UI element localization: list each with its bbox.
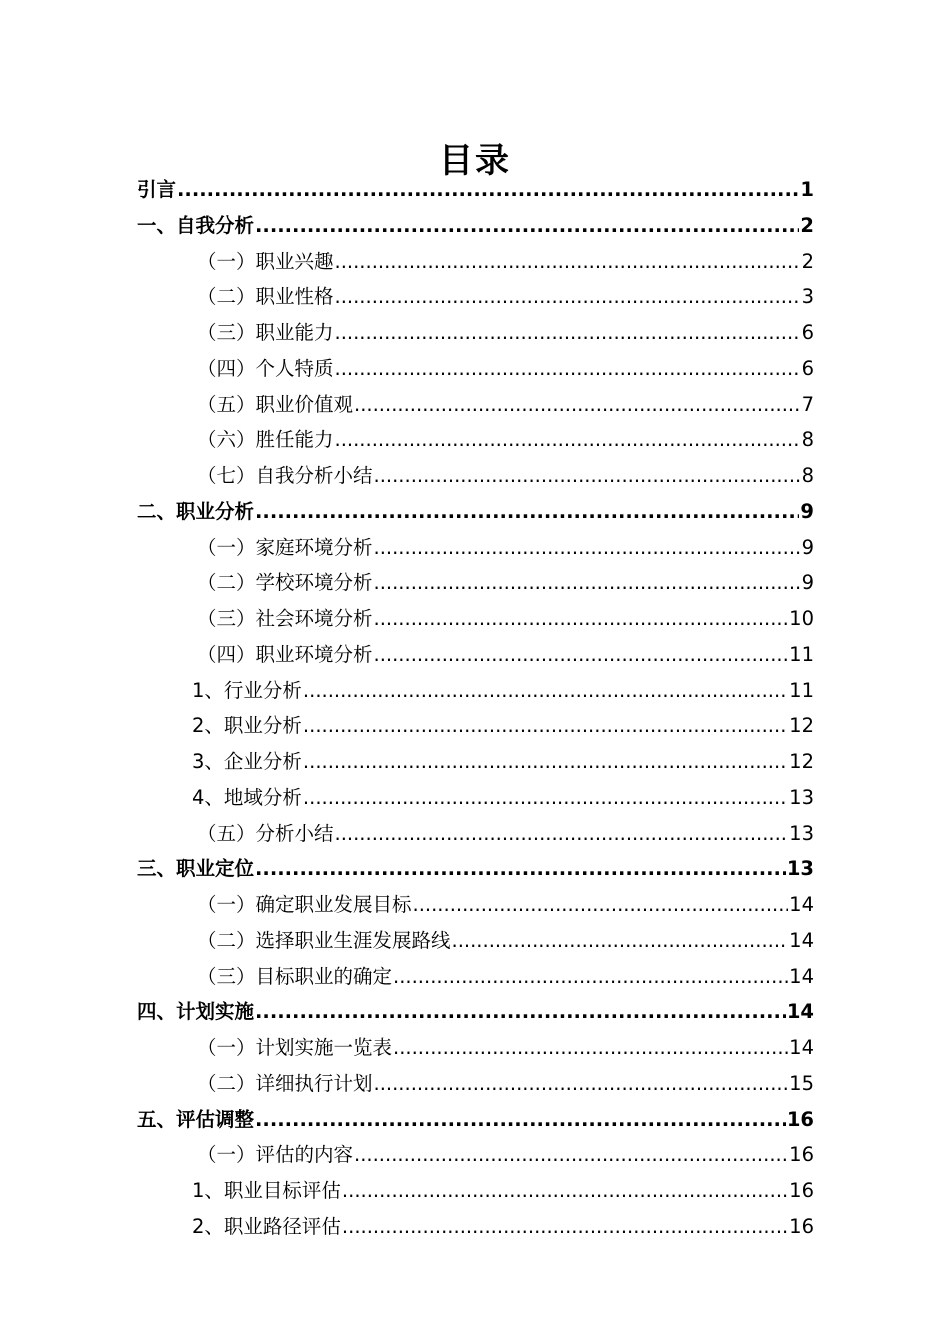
toc-entry-label: 五、评估调整	[137, 1107, 255, 1131]
toc-entry-page-number: 14	[789, 964, 814, 988]
toc-entry-label: （二）职业性格	[197, 285, 334, 309]
dot-leader	[255, 1102, 786, 1138]
dot-leader	[374, 637, 789, 673]
dot-leader	[413, 887, 789, 923]
toc-entry-label: （二）学校环境分析	[197, 571, 373, 595]
toc-chapter-entry[interactable]	[137, 1102, 814, 1138]
toc-entry-page-number: 14	[789, 893, 814, 916]
dot-leader	[342, 1173, 788, 1209]
toc-entry-label: 1、职业目标评估	[192, 1179, 341, 1202]
toc-entry-page-number: 16	[789, 1214, 814, 1238]
toc-entry-page-number: 13	[786, 857, 814, 881]
toc-chapter-entry[interactable]	[137, 494, 814, 530]
toc-entry-label: （三）目标职业的确定	[197, 964, 393, 988]
toc-section-entry[interactable]	[137, 351, 814, 387]
toc-entry-label: 一、自我分析	[137, 213, 255, 237]
dot-leader	[374, 458, 801, 494]
dot-leader	[374, 530, 801, 566]
toc-entry-label: 三、职业定位	[137, 857, 255, 881]
toc-entry-label: 二、职业分析	[137, 499, 255, 523]
dot-leader	[335, 244, 801, 280]
toc-entry-label: 1、行业分析	[192, 678, 302, 702]
toc-chapter-entry[interactable]	[137, 994, 814, 1030]
toc-section-entry[interactable]	[137, 1030, 814, 1066]
dot-leader	[335, 422, 801, 458]
toc-chapter-entry[interactable]	[137, 851, 814, 887]
toc-entry-page-number: 13	[789, 785, 814, 809]
toc-entry-label: （二）选择职业生涯发展路线	[197, 928, 451, 952]
toc-subsection-entry[interactable]	[137, 1173, 814, 1209]
toc-entry-page-number: 1	[800, 178, 814, 201]
toc-chapter-entry[interactable]	[137, 208, 814, 244]
dot-leader	[374, 1066, 789, 1102]
toc-section-entry[interactable]	[137, 923, 814, 959]
toc-entry-page-number: 14	[789, 1036, 814, 1059]
toc-entry-label: 引言	[137, 178, 177, 201]
toc-entry-page-number: 7	[801, 392, 814, 416]
toc-entry-label: （一）确定职业发展目标	[197, 893, 412, 916]
toc-entry-page-number: 16	[786, 1107, 814, 1131]
toc-entry-label: （一）职业兴趣	[197, 249, 334, 273]
dot-leader	[342, 1209, 788, 1245]
toc-subsection-entry[interactable]	[137, 744, 814, 780]
toc-section-entry[interactable]	[137, 887, 814, 923]
dot-leader	[335, 315, 801, 351]
dot-leader	[303, 744, 788, 780]
toc-section-entry[interactable]	[137, 279, 814, 315]
toc-entry-page-number: 10	[789, 607, 814, 630]
toc-entry-page-number: 2	[800, 213, 814, 237]
toc-entry-page-number: 11	[789, 678, 814, 702]
toc-entry-label: 2、职业路径评估	[192, 1214, 341, 1238]
toc-section-entry[interactable]	[137, 315, 814, 351]
toc-subsection-entry[interactable]	[137, 673, 814, 709]
toc-section-entry[interactable]	[137, 1066, 814, 1102]
toc-subsection-entry[interactable]	[137, 780, 814, 816]
dot-leader	[335, 279, 801, 315]
toc-entry-label: （四）职业环境分析	[197, 642, 373, 666]
toc-entry-label: 3、企业分析	[192, 750, 302, 773]
toc-subsection-entry[interactable]	[137, 708, 814, 744]
toc-entry-label: （二）详细执行计划	[197, 1071, 373, 1095]
dot-leader	[255, 994, 786, 1030]
toc-entry-page-number: 2	[801, 249, 814, 273]
toc-entry-page-number: 9	[801, 571, 814, 595]
toc-section-entry[interactable]	[137, 458, 814, 494]
toc-entry-label: （三）职业能力	[197, 321, 334, 344]
dot-leader	[452, 923, 789, 959]
toc-section-entry[interactable]	[137, 530, 814, 566]
toc-entry-page-number: 9	[800, 499, 814, 523]
toc-section-entry[interactable]	[137, 244, 814, 280]
toc-entry-label: （五）职业价值观	[197, 392, 354, 416]
toc-entry-page-number: 14	[789, 928, 814, 952]
toc-entry-label: 四、计划实施	[137, 1000, 255, 1024]
toc-entry-label: （六）胜任能力	[197, 428, 334, 452]
toc-entry-label: （一）家庭环境分析	[197, 535, 373, 559]
toc-entry-page-number: 12	[789, 714, 814, 738]
toc-entry-label: （一）评估的内容	[197, 1143, 354, 1167]
toc-section-entry[interactable]	[137, 959, 814, 995]
toc-section-entry[interactable]	[137, 637, 814, 673]
toc-entry-page-number: 16	[789, 1179, 814, 1202]
dot-leader	[335, 816, 789, 852]
toc-entry-page-number: 6	[801, 321, 814, 344]
dot-leader	[303, 673, 788, 709]
dot-leader	[303, 708, 788, 744]
toc-entry-label: （七）自我分析小结	[197, 464, 373, 487]
dot-leader	[255, 208, 799, 244]
toc-entry-label: （四）个人特质	[197, 356, 334, 380]
toc-section-entry[interactable]	[137, 565, 814, 601]
toc-entry-label: 4、地域分析	[192, 785, 302, 809]
toc-section-entry[interactable]	[137, 816, 814, 852]
table-of-contents	[137, 172, 814, 1245]
dot-leader	[354, 1137, 788, 1173]
dot-leader	[374, 601, 789, 637]
dot-leader	[393, 1030, 788, 1066]
toc-entry-page-number: 13	[789, 821, 814, 845]
toc-entry-page-number: 8	[801, 428, 814, 452]
dot-leader	[177, 172, 799, 208]
toc-section-entry[interactable]	[137, 387, 814, 423]
toc-section-entry[interactable]	[137, 1137, 814, 1173]
toc-entry-label: （五）分析小结	[197, 821, 334, 845]
dot-leader	[354, 387, 801, 423]
dot-leader	[303, 780, 788, 816]
toc-entry-label: （三）社会环境分析	[197, 607, 373, 630]
toc-chapter-entry[interactable]	[137, 172, 814, 208]
toc-entry-page-number: 11	[789, 642, 814, 666]
toc-section-entry[interactable]	[137, 422, 814, 458]
toc-section-entry[interactable]	[137, 601, 814, 637]
dot-leader	[393, 959, 788, 995]
dot-leader	[335, 351, 801, 387]
toc-entry-page-number: 6	[801, 356, 814, 380]
toc-entry-page-number: 14	[786, 1000, 814, 1024]
toc-entry-page-number: 8	[801, 464, 814, 487]
toc-entry-page-number: 9	[801, 535, 814, 559]
toc-subsection-entry[interactable]	[137, 1209, 814, 1245]
page-title: 目录	[439, 140, 511, 181]
toc-entry-page-number: 15	[789, 1071, 814, 1095]
toc-entry-page-number: 3	[801, 285, 814, 309]
toc-entry-label: （一）计划实施一览表	[197, 1036, 393, 1059]
toc-entry-label: 2、职业分析	[192, 714, 302, 738]
dot-leader	[255, 494, 799, 530]
dot-leader	[255, 851, 786, 887]
toc-entry-page-number: 12	[789, 750, 814, 773]
toc-entry-page-number: 16	[789, 1143, 814, 1167]
dot-leader	[374, 565, 801, 601]
